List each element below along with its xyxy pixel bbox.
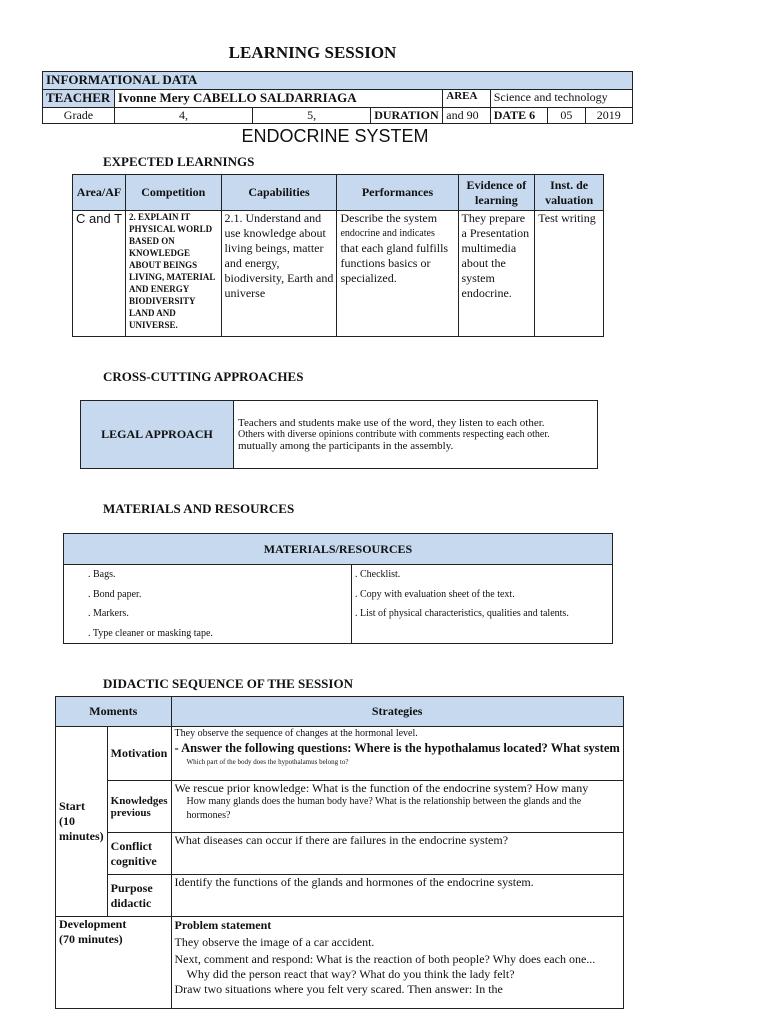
session-subtitle: ENDOCRINE SYSTEM xyxy=(241,126,429,146)
development-label: Development xyxy=(59,917,127,931)
motivation-line-1: They observe the sequence of changes at the hormonal level. xyxy=(174,728,418,739)
materials-right-list xyxy=(352,565,613,644)
performances-cell xyxy=(337,211,458,337)
development-line-2: Next, comment and respond: What is the reaction of both people? Why does each one... xyxy=(174,952,596,966)
purpose-strategy: Identify the functions of the glands and hormones of the endocrine system. xyxy=(171,875,623,917)
expected-learnings-table xyxy=(72,174,604,337)
duration-value: and 90 xyxy=(443,108,490,124)
col-moments: Moments xyxy=(56,697,172,727)
area-cell: C and T xyxy=(73,211,126,337)
performance-line-1: Describe the system xyxy=(340,211,438,225)
purpose-label-1: Purpose xyxy=(110,880,153,895)
grade-value: 4, xyxy=(114,108,252,124)
materials-left-list xyxy=(64,565,352,644)
col-area: Area/AF xyxy=(73,175,126,211)
start-time: (10 minutes) xyxy=(59,814,104,843)
material-bags: . Bags. xyxy=(88,569,116,580)
purpose-label xyxy=(107,875,171,917)
motivation-line-3: Which part of the body does the hypothalamus belong to? xyxy=(186,758,349,766)
informational-data-table xyxy=(42,71,633,124)
evidence-cell: They prepare a Presentation multimedia about the system endocrine. xyxy=(458,211,535,337)
date-label: DATE 6 xyxy=(490,108,548,124)
knowledge-strategy xyxy=(171,781,623,833)
competition-cell: 2. EXPLAIN IT PHYSICAL WORLD BASED ON KNOWLEDGE ABOUT BEINGS LIVING, MATERIAL AND ENERGY BIODIVERSITY LAND AND UNIVERSE. xyxy=(126,211,222,337)
knowledge-line-3: hormones? xyxy=(186,810,231,821)
motivation-line-2: - Answer the following questions: Where is the hypothalamus located? What system xyxy=(174,741,620,755)
col-capabilities: Capabilities xyxy=(221,175,337,211)
material-evaluation-sheet: . Copy with evaluation sheet of the text. xyxy=(355,588,515,600)
area-label: AREA xyxy=(443,90,490,108)
cross-line-2: Others with diverse opinions contribute with comments respecting each other. xyxy=(238,429,550,440)
capabilities-cell: 2.1. Understand and use knowledge about living beings, matter and energy, biodiversity, Earth and universe xyxy=(221,211,337,337)
legal-approach-text xyxy=(234,401,598,469)
section-value: 5, xyxy=(253,108,371,124)
teacher-label: TEACHER xyxy=(43,90,115,108)
info-header: INFORMATIONAL DATA xyxy=(43,72,633,90)
materials-table-header: MATERIALS/RESOURCES xyxy=(64,534,613,565)
development-moment xyxy=(56,917,172,1009)
purpose-label-2: didactic xyxy=(110,895,152,910)
motivation-strategy xyxy=(171,727,623,781)
conflict-label-1: Conflict xyxy=(110,838,152,853)
material-tape: . Type cleaner or masking tape. xyxy=(88,627,213,639)
material-checklist: . Checklist. xyxy=(355,569,401,580)
development-line-1: They observe the image of a car accident. xyxy=(174,935,375,949)
teacher-name: Ivonne Mery CABELLO SALDARRIAGA xyxy=(114,90,442,108)
cross-cutting-table xyxy=(80,400,598,469)
conflict-label-2: cognitive xyxy=(110,853,157,868)
grade-label: Grade xyxy=(43,108,115,124)
area-value: Science and technology xyxy=(490,90,632,108)
didactic-heading: DIDACTIC SEQUENCE OF THE SESSION xyxy=(103,676,353,691)
page-title: LEARNING SESSION xyxy=(228,43,397,62)
cross-cutting-heading: CROSS-CUTTING APPROACHES xyxy=(103,369,304,384)
materials-table xyxy=(63,533,613,644)
performance-line-3: that each gland fulfills functions basics or specialized. xyxy=(340,241,449,285)
knowledge-line-2: How many glands does the human body have? What is the relationship between the glands and the xyxy=(186,796,582,807)
start-label: Start xyxy=(59,799,85,813)
col-evidence: Evidence of learning xyxy=(458,175,535,211)
col-performances: Performances xyxy=(337,175,458,211)
col-strategies: Strategies xyxy=(171,697,623,727)
development-strategy xyxy=(171,917,623,1009)
duration-label: DURATION xyxy=(371,108,443,124)
date-year: 2019 xyxy=(585,108,632,124)
performance-line-2: endocrine and indicates xyxy=(340,228,435,239)
date-month: 05 xyxy=(548,108,585,124)
didactic-sequence-table xyxy=(55,696,624,1009)
conflict-label xyxy=(107,833,171,875)
col-instrument: Inst. de valuation xyxy=(535,175,604,211)
material-markers: . Markers. xyxy=(88,608,129,619)
start-moment xyxy=(56,727,108,917)
knowledge-line-1: We rescue prior knowledge: What is the function of the endocrine system? How many xyxy=(174,781,589,795)
cross-line-3: mutually among the participants in the assembly. xyxy=(238,440,454,452)
knowledge-label xyxy=(107,781,171,833)
motivation-label: Motivation xyxy=(107,727,171,781)
instrument-cell: Test writing xyxy=(535,211,604,337)
cross-line-1: Teachers and students make use of the word, they listen to each other. xyxy=(238,417,545,429)
development-heading: Problem statement xyxy=(174,918,272,932)
legal-approach-label: LEGAL APPROACH xyxy=(81,401,234,469)
expected-learnings-heading: EXPECTED LEARNINGS xyxy=(103,154,255,169)
knowledge-label-2: previous xyxy=(110,806,151,819)
conflict-strategy: What diseases can occur if there are failures in the endocrine system? xyxy=(171,833,623,875)
knowledge-label-1: Knowledges xyxy=(110,794,168,807)
materials-heading: MATERIALS AND RESOURCES xyxy=(103,501,295,516)
development-time: (70 minutes) xyxy=(59,932,123,946)
material-characteristics-list: . List of physical characteristics, qualities and talents. xyxy=(355,608,569,619)
development-line-3: Why did the person react that way? What do you think the lady felt? xyxy=(186,967,515,981)
col-competition: Competition xyxy=(126,175,222,211)
development-line-4: Draw two situations where you felt very scared. Then answer: In the xyxy=(174,982,503,996)
material-bond-paper: . Bond paper. xyxy=(88,588,142,600)
